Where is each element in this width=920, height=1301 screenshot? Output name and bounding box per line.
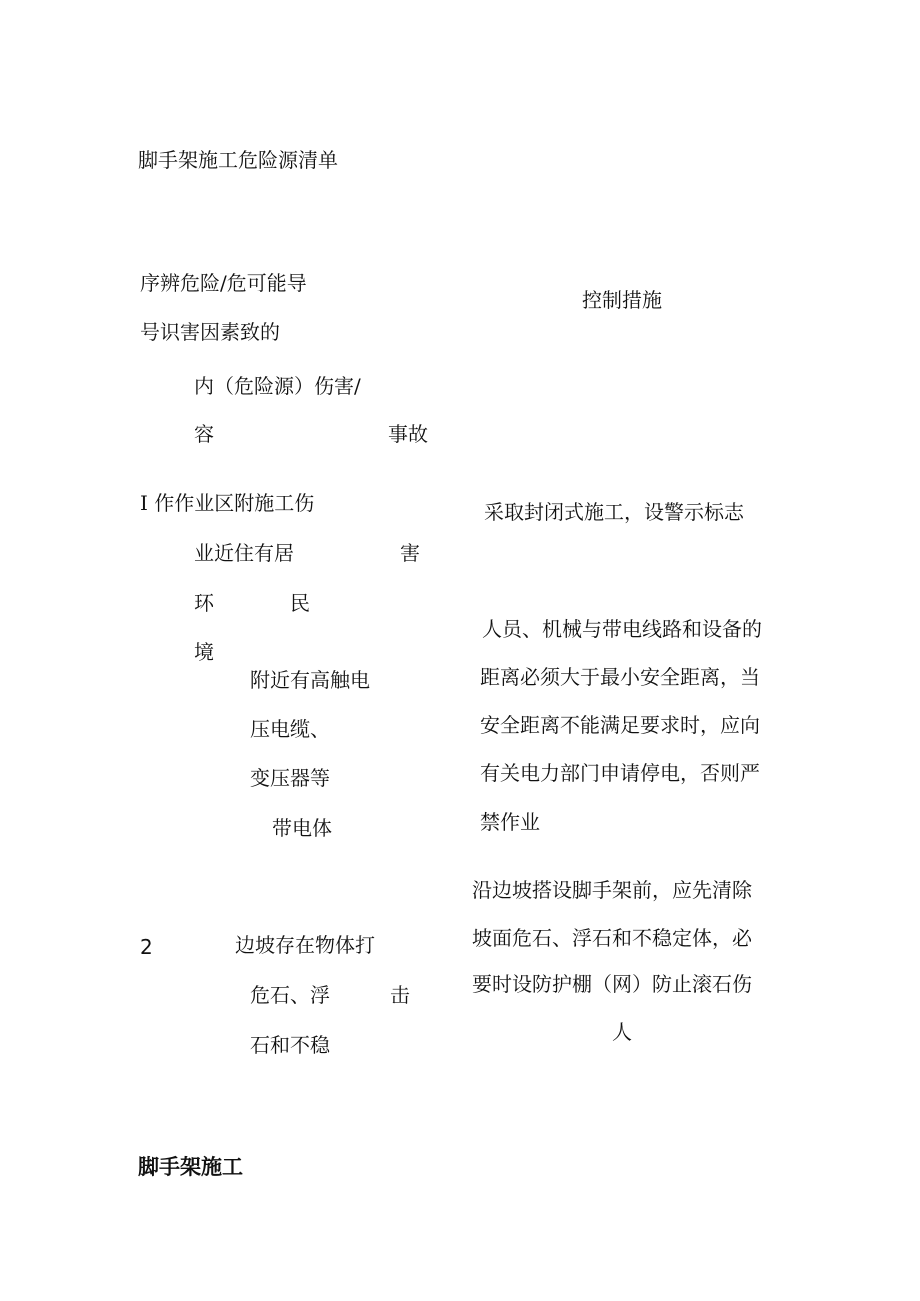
row2-line-2-right: 击 (390, 983, 410, 1007)
header-line-4-left: 容 (194, 422, 214, 446)
row1-sub-line-3: 变压器等 (250, 766, 330, 790)
header-line-2: 号识害因素致的 (140, 320, 280, 344)
row1-sub-line-2: 压电缆、 (250, 717, 330, 741)
row1-measure-2-line-5: 禁作业 (480, 810, 540, 834)
row1-line-1: I 作作业区附施工伤 (140, 491, 315, 515)
document-title: 脚手架施工危险源清单 (138, 148, 338, 172)
section-heading: 脚手架施工 (138, 1154, 243, 1179)
row1-line-3-right: 民 (290, 591, 310, 615)
row2-measure-line-2: 坡面危石、浮石和不稳定体，必 (472, 926, 752, 950)
row1-measure-1: 采取封闭式施工，设警示标志 (484, 500, 744, 524)
row2-measure-line-1: 沿边坡搭设脚手架前，应先清除 (472, 878, 752, 902)
row2-line-1: 边坡存在物体打 (235, 933, 375, 957)
row1-measure-2-line-1: 人员、机械与带电线路和设备的 (482, 617, 762, 641)
row1-measure-2-line-3: 安全距离不能满足要求时，应向 (480, 713, 760, 737)
header-line-1: 序辨危险/危可能导 (140, 271, 307, 295)
header-line-3: 内（危险源）伤害/ (194, 374, 361, 398)
row1-sub-line-4: 带电体 (272, 816, 332, 840)
row1-line-2-right: 害 (400, 541, 420, 565)
row2-line-3: 石和不稳 (250, 1033, 330, 1057)
row2-number: 2 (140, 935, 153, 959)
row1-line-3-left: 环 (194, 591, 214, 615)
row1-measure-2-line-4: 有关电力部门申请停电，否则严 (480, 761, 760, 785)
header-line-4-right: 事故 (388, 422, 428, 446)
row1-line-4: 境 (194, 640, 214, 664)
header-control-measures: 控制措施 (582, 288, 662, 312)
row1-line-2-left: 业近住有居 (194, 541, 294, 565)
row1-sub-line-1: 附近有高触电 (250, 668, 370, 692)
row2-line-2-left: 危石、浮 (250, 983, 330, 1007)
row2-measure-line-3: 要时设防护棚（网）防止滚石伤 (472, 972, 752, 996)
row2-measure-line-4: 人 (612, 1020, 632, 1044)
row1-measure-2-line-2: 距离必须大于最小安全距离，当 (480, 665, 760, 689)
